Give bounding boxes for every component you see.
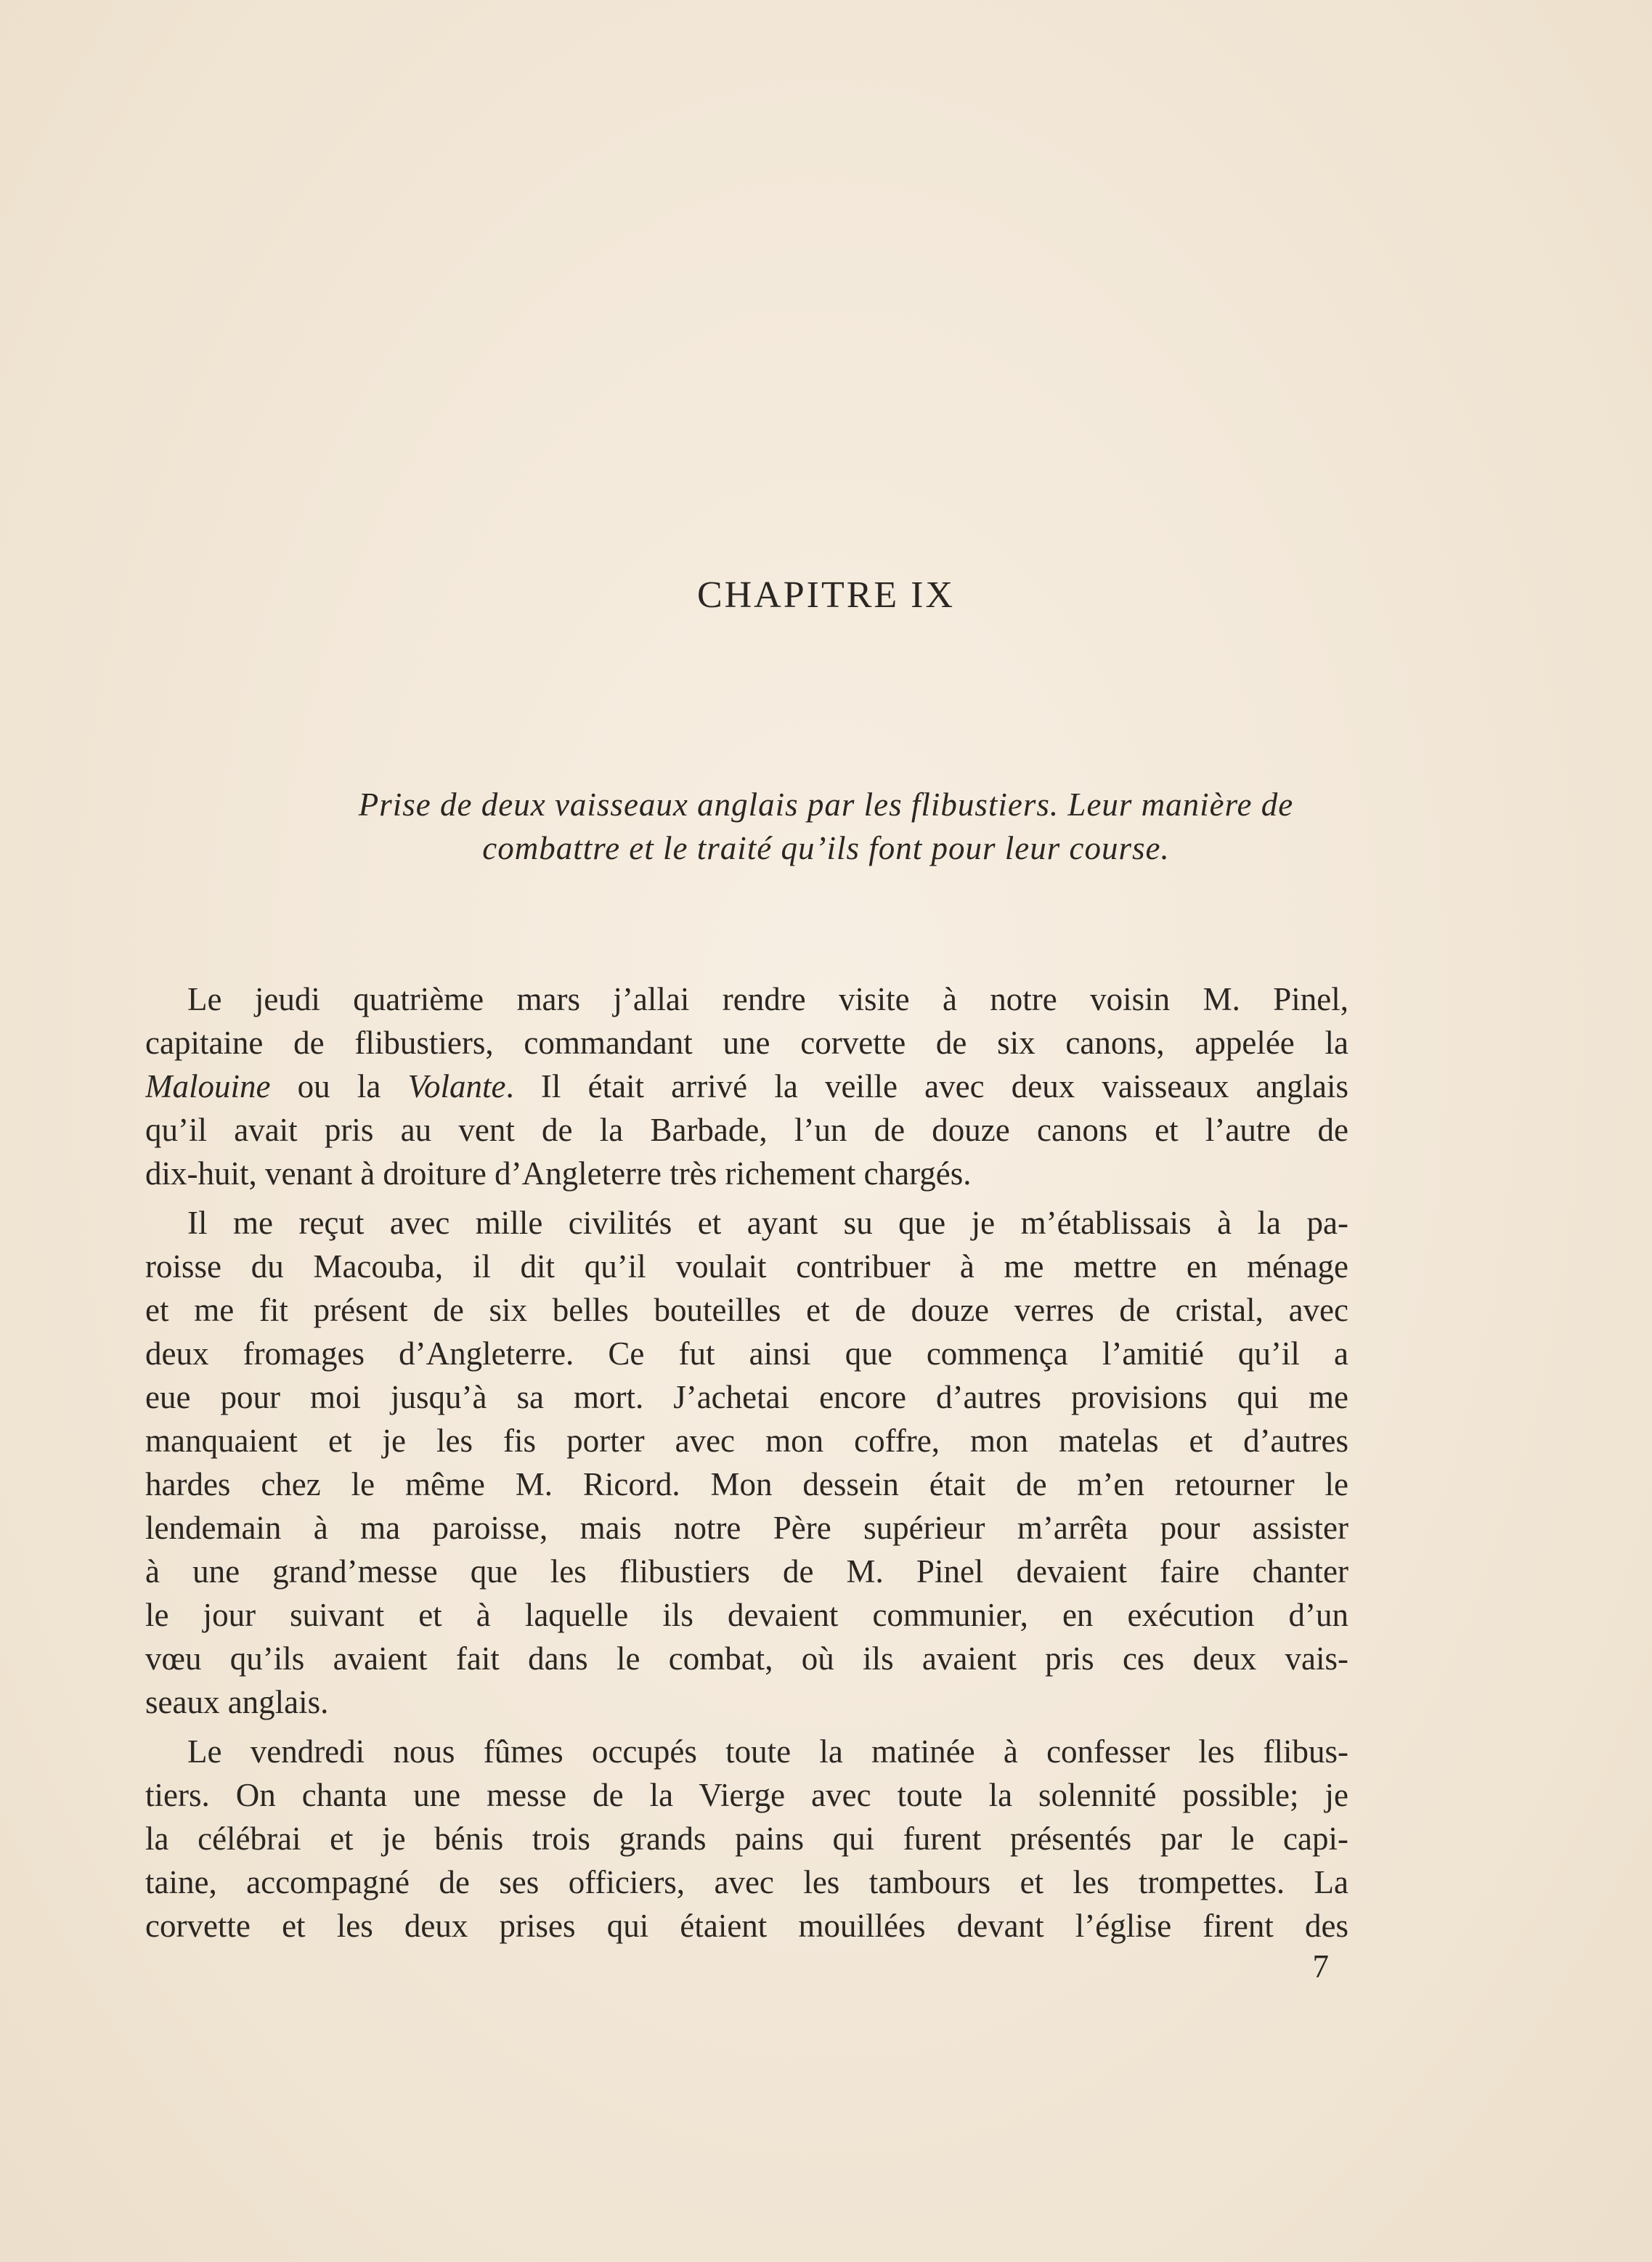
text-line-italic-mixed: [145, 1065, 1348, 1108]
text-line: et me fit présent de six belles bouteilles et de douze verres de cristal, avec: [145, 1292, 1348, 1328]
chapter-summary: [145, 783, 1507, 870]
text-line: Le jeudi quatrième mars j’allai rendre visite à notre voisin M. Pinel,: [187, 981, 1348, 1017]
text-line: Le vendredi nous fûmes occupés toute la matinée à confesser les flibus-: [187, 1733, 1348, 1770]
text-line: vœu qu’ils avaient fait dans le combat, où ils avaient pris ces deux vais-: [145, 1640, 1348, 1677]
text-line: taine, accompagné de ses officiers, avec les tambours et les trompettes. La: [145, 1864, 1348, 1900]
text-line: la célébrai et je bénis trois grands pains qui furent présentés par le capi-: [145, 1820, 1348, 1857]
paragraph: [145, 1201, 1348, 1724]
text-line: manquaient et je les fis porter avec mon coffre, mon matelas et d’autres: [145, 1423, 1348, 1459]
page-number: 7: [1312, 1948, 1329, 1985]
summary-line: combattre et le traité qu’ils font pour leur course.: [482, 830, 1170, 866]
text-line: seaux anglais.: [145, 1684, 329, 1720]
paragraph: [145, 1730, 1348, 1948]
text-line: tiers. On chanta une messe de la Vierge avec toute la solennité possible; je: [145, 1777, 1348, 1813]
text-line: hardes chez le même M. Ricord. Mon dessein était de m’en retourner le: [145, 1466, 1348, 1502]
text-segment: ou la: [270, 1068, 408, 1104]
text-line: capitaine de flibustiers, commandant une corvette de six canons, appelée la: [145, 1025, 1348, 1061]
text-line: lendemain à ma paroisse, mais notre Père supérieur m’arrêta pour assister: [145, 1510, 1348, 1546]
text-line: à une grand’messe que les flibustiers de M. Pinel devaient faire chanter: [145, 1553, 1348, 1590]
italic-title-text: Volante: [407, 1068, 506, 1104]
text-line: eue pour moi jusqu’à sa mort. J’achetai encore d’autres provisions qui me: [145, 1379, 1348, 1415]
paragraph: [145, 977, 1348, 1195]
text-line: roisse du Macouba, il dit qu’il voulait contribuer à me mettre en ménage: [145, 1248, 1348, 1285]
italic-title-text: Malouine: [145, 1068, 271, 1104]
text-segment: . Il était arrivé la veille avec deux vaisseaux anglais: [505, 1068, 1348, 1104]
text-line: dix-huit, venant à droiture d’Angleterre très richement chargés.: [145, 1155, 972, 1192]
text-line: corvette et les deux prises qui étaient mouillées devant l’église firent des: [145, 1908, 1348, 1944]
text-line: qu’il avait pris au vent de la Barbade, l’un de douze canons et l’autre de: [145, 1112, 1348, 1148]
chapter-title: CHAPITRE IX: [696, 574, 956, 616]
text-line: le jour suivant et à laquelle ils devaient communier, en exécution d’un: [145, 1597, 1348, 1633]
text-line: deux fromages d’Angleterre. Ce fut ainsi que commença l’amitié qu’il a: [145, 1335, 1348, 1372]
body-text: [145, 977, 1348, 1953]
summary-line: Prise de deux vaisseaux anglais par les flibustiers. Leur manière de: [358, 786, 1294, 823]
text-line: Il me reçut avec mille civilités et ayant su que je m’établissais à la pa-: [187, 1205, 1348, 1241]
